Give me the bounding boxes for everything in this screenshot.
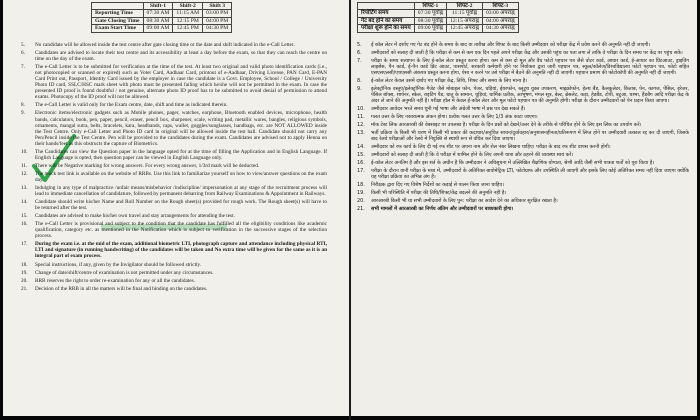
table-cell: 07:30 पूर्वाह्न <box>414 10 446 17</box>
row-label: Exam Start Time <box>92 25 144 32</box>
list-item: 20. आरआरबी किसी भी या सभी उम्मीदवारों के लिए पुन: परीक्षा का आदेश देने का अधिकार सुरक्षित रखता है। <box>357 198 558 204</box>
table-header-cell: Shift-1 <box>143 3 173 10</box>
table-header-cell: शिफ्ट-2 <box>447 3 483 10</box>
table-cell: 12:15 अपराह्न <box>447 17 483 24</box>
list-item: 7. परीक्षा के समय सत्यापन के लिए ई-कॉल लेटर प्रस्तुत करना होगा। कम से कम दो मूल और वैध फोटो पहचान पत्र जैसे वोटर कार्ड, आधार कार्ड, ई-आधार का प्रिंटआउट, ड्राइविंग लाइसेंस, पैन कार्ड, ई-पैन कार्ड प्रिंट आउट, पासपोर्ट, सरकारी कर्मचारी होने पर नियोक्ता द्वारा जारी पहचान पत्र, स्कूल/कॉलेज/विश्वविद्यालय फोटो पहचान पत्र, फोटो सहित एसएसएलसी/एचएससी अंकपत्र प्रस्तुत करना होगा, ऐसा न करने पर उसे परीक्षा में बैठने की अनुमति नहीं दी जाएगी। पहचान प्रमाण की फोटोकॉपी की अनुमति नहीं दी जाएगी। <box>357 58 689 76</box>
list-item: 7. The e-Call Letter is to be submitted for verification at the time of the test. At least two original and valid photo identification cards (i.e., not photocopied or scanned or expired) such as Voter Card, Aadhaar Card, printout of e-Aadhaar, Driving License, PAN Card, E-PAN Card Print out, Passport, Identity Card issued by the employer in case the candidate is a Govt. Employee, School / College / University Photo ID card, SSLC/HSC mark sheet with photo must be presented failing which he/she will not be permitted in the exam. In case the presented ID proof is found doubtful / not genuine, alternate photo ID proof has to be submitted to avoid denial of permission to attend exams. Photocopy of the ID proof will not be allowed. <box>21 64 327 101</box>
list-item: 13. भर्ती प्रक्रिया के किसी भी चरण में किसी भी प्रकार की कदाचार/अनुचित साधन/दुर्व्यवहार/अनुशासनहीनता/प्रतिरूपण में लिप्त होने पर उम्मीदवारी तत्काल रद्द कर दी जाएगी, जिसके बाद रेलवे परीक्षाओं और रेलवे में नियुक्ति से स्थायी रूप से वंचित कर दिया जाएगा। <box>357 130 689 142</box>
table-header-row <box>92 3 232 10</box>
list-item: 10. The Candidates can view the Question paper in the language opted for at the time of filling the Application and in English Language. If English Language is opted, then question paper can be viewed in English Language only. <box>21 148 327 161</box>
table-cell: 04:00 PM <box>203 17 232 24</box>
list-item: 6. उम्मीदवारों को सलाह दी जाती है कि परीक्षा से कम से कम एक दिन पहले अपने परीक्षा केंद्र और उसकी पहुंच का पता लगा लें ताकि वे परीक्षा के दिन समय पर केंद्र पर पहुंच सकें। <box>357 50 683 56</box>
table-header-cell: शिफ्ट-3 <box>482 3 518 10</box>
list-item: 19. Change of date/shift/centre of examination is not permitted under any circumstances. <box>21 269 214 276</box>
table-row <box>358 10 519 17</box>
list-item: 21. Decision of the RRB in all the matters will be final and binding on the candidates. <box>21 285 208 292</box>
table-cell: 12:15 PM <box>173 17 203 24</box>
table-header-row <box>358 3 519 10</box>
table-cell: 03:00 PM <box>203 10 232 17</box>
row-label: Gate Closing Time <box>92 17 144 24</box>
table-row <box>92 10 232 17</box>
list-item: 14. Candidate should write his/her Name and Roll Number on the Rough sheet(s) provided for rough work. The Rough sheet(s) will have to be returned after the test. <box>21 199 327 212</box>
table-cell: 04:30 अपराह्न <box>482 25 518 32</box>
row-label: गेट बंद होने का समय <box>358 17 415 24</box>
table-row <box>92 17 232 24</box>
list-item: 19. किसी भी परिस्थिति में परीक्षा की तिथि/शिफ्ट/केंद्र बदलने की अनुमति नहीं है। <box>357 190 507 196</box>
list-item: 18. निरीक्षक द्वारा दिए गए विशेष निर्देशों का कड़ाई से पालन किया जाना चाहिए। <box>357 182 505 188</box>
table-header-cell: Shift 3 <box>203 3 232 10</box>
table-header-cell <box>92 3 144 10</box>
list-item: 13. Indulging in any type of malpractice /unfair means/misbehavior /indiscipline/ impersonation at any stage of the recruitment process will lead to immediate cancellation of candidature, followed by permanent debarring from Railway Examinations & Appointment in Railways. <box>21 184 327 198</box>
list-item: 12. मॉक टेस्ट लिंक आरआरबी की वेबसाइट पर उपलब्ध है। परीक्षा के दिन प्रश्नों को देखने/उत्तर देने के तरीके से परिचित होने के लिए इस लिंक का उपयोग करें। <box>357 122 642 128</box>
list-item: 14. उम्मीदवार को रफ कार्य के लिए दी गई रफ शीट पर अपना नाम और रोल नंबर लिखना चाहिए। परीक्षा के बाद रफ शीट वापस करनी होगी। <box>357 144 611 150</box>
list-item: 11. There will be Negative marking for wrong answers. For every wrong answer, 1/3rd mark will be deducted. <box>21 162 260 169</box>
table-cell: 11:15 AM <box>173 10 203 17</box>
row-label: Reporting Time <box>92 10 144 17</box>
table-row <box>358 17 519 24</box>
list-item: 9. इलेक्ट्रॉनिक वस्तुएं/इलेक्ट्रॉनिक गैजेट जैसे मोबाइल फोन, पेजर, घड़ियां, ईयरफोन, ब्लूटूथ युक्त उपकरण, माइक्रोफोन, हेल्थ बैंड, कैलकुलेटर, किताब, पेन, कागज, पेंसिल, इरेजर, पेंसिल बॉक्स, शार्पनर, स्केल, राइटिंग पैड, धातु के सामान, चूड़ियां, धार्मिक प्रतीक, आभूषण, मंगल सूत्र, बेल्ट, ब्रेसलेट, कड़ा, हेडबैंड, टोपी, बटुआ, चश्मा, हैंडबैग आदि परीक्षा केंद्र के अंदर ले जाने की अनुमति नहीं है। परीक्षा हॉल में केवल ई-कॉल लेटर और मूल फोटो पहचान पत्र की अनुमति होगी। परीक्षा के दौरान उम्मीदवारों को पेन प्रदान किया जाएगा। <box>357 86 689 104</box>
list-item: 16. The e-Call Letter is provisional and subject to the condition that the candidate has fulfilled all the eligibility conditions like academic qualification, category etc. as mentioned in the Notification which is subject to verification in the successive stages of the selection process. <box>21 221 327 240</box>
list-item: 8. ई-कॉल लेटर केवल उसमें दर्शाए गए परीक्षा केंद्र, तिथि, शिफ्ट और समय के लिए मान्य है। <box>357 78 528 84</box>
list-item: 15. उम्मीदवारों को सलाह दी जाती है कि वे परीक्षा में शामिल होने के लिए अपनी यात्रा और ठहरने की व्यवस्था स्वयं करें। <box>357 152 574 158</box>
hindi-page <box>351 0 697 416</box>
schedule-table-hindi <box>357 2 519 33</box>
list-item: 12. The mock test link is available on the website of RRBs. Use this link to familiarize yourself on how to view/answer questions on the exam day. <box>21 170 327 183</box>
list-item: 21. सभी मामलों में आरआरबी का निर्णय अंतिम और उम्मीदवारों पर बाध्यकारी होगा। <box>357 206 514 212</box>
table-cell: 04:30 PM <box>203 25 232 32</box>
instruction-list-hindi <box>357 42 689 214</box>
instruction-list-english <box>21 42 327 294</box>
list-item: 8. The e-Call Letter is valid only for the Exam centre, date, shift and time as indicated therein. <box>21 102 228 109</box>
list-item: 17. परीक्षा के दौरान यानी परीक्षा के मध्य में, उम्मीदवारों के अतिरिक्त बायोमेट्रिक LTI, फोटोग्राफ और उपस्थिति ली जाएगी और इसके लिए कोई अतिरिक्त समय नहीं दिया जाएगा क्योंकि यह परीक्षा प्रक्रिया का अभिन्न अंग है। <box>357 168 689 180</box>
row-label: रिपोर्टिंग समय <box>358 10 415 17</box>
table-cell: 12:45 PM <box>173 25 203 32</box>
table-cell: 03:00 अपराह्न <box>482 10 518 17</box>
table-cell: 08:30 पूर्वाह्न <box>414 17 446 24</box>
list-item: 5. No candidate will be allowed inside the test centre after gate closing time or the date and shift indicated in the e-Call Letter. <box>21 42 295 48</box>
table-row <box>358 25 519 32</box>
list-item: 16. ई-कॉल लेटर अनंतिम है और इस शर्त के अधीन है कि उम्मीदवार ने अधिसूचना में उल्लिखित शैक्षणिक योग्यता, श्रेणी आदि जैसी सभी पात्रता शर्तों को पूरा किया है। <box>357 160 655 166</box>
list-item: 6. Candidates are advised to locate their test centre and its accessibility at least a day before the exam, so that they can reach the centre on time on the day of the exam. <box>21 50 327 63</box>
table-cell: 12:45 अपराह्न <box>447 25 483 32</box>
english-page <box>3 0 349 416</box>
list-item: 9. Electronic items/electronic gadgets such as Mobile phones, pager, watches, earphone, Bluetooth enabled devices, microphone, health bands, calculators, book, pen, paper, pencil, eraser, pencil box, sharpener, scale, writing pad, metallic wares, bangles, religious symbols, ornaments, mangal sutra, belts, bracelets, kara, headbands, caps, wallet, goggles/sunglasses, handbags, etc. are NOT ALLOWED inside the Test Centre. Only e-Call Letter and Photo ID card in original will be allowed inside the test hall. Candidate should not carry any Pen/Pencil inside the Test Centre. Pen will be provided to the candidates during the exam. Candidates are advised not to apply Henna on their hands/feet as this obstructs the capture of Biometrics. <box>21 110 327 147</box>
list-item: 18. Special instructions, if any, given by the Invigilator should be followed strictly. <box>21 261 202 268</box>
list-item: 10. उम्मीदवार आवेदन भरते समय चुनी गई भाषा और अंग्रेजी भाषा में प्रश्न पत्र देख सकते हैं। <box>357 106 526 112</box>
table-header-cell <box>358 3 415 10</box>
table-header-cell: शिफ्ट-1 <box>414 3 446 10</box>
list-item: 5. ई कॉल लेटर में दर्शाए गए गेट बंद होने के समय के बाद या तारीख और शिफ्ट के बाद किसी उम्मीदवार को परीक्षा केंद्र में प्रवेश करने की अनुमति नहीं दी जाएगी। <box>357 42 651 48</box>
list-item: 20. RRB reserves the right to order re-examination for any or all the candidates. <box>21 277 195 284</box>
table-header-cell: Shift-2 <box>173 3 203 10</box>
schedule-table-english <box>91 2 232 33</box>
table-cell: 09:00 पूर्वाह्न <box>414 25 446 32</box>
table-cell: 07:30 AM <box>143 10 173 17</box>
table-cell: 08:30 AM <box>143 17 173 24</box>
table-row <box>92 25 232 32</box>
table-cell: 11:15 पूर्वाह्न <box>447 10 483 17</box>
list-item: 15. Candidates are advised to make his/her own travel and stay arrangements for attending the test. <box>21 213 235 220</box>
list-item: 11. गलत उत्तर के लिए नकारात्मक अंकन होगा। प्रत्येक गलत उत्तर के लिए 1/3 अंक काटा जाएगा। <box>357 114 538 120</box>
table-cell: 04:00 अपराह्न <box>482 17 518 24</box>
row-label: परीक्षा शुरू होने का समय <box>358 25 415 32</box>
table-cell: 09:00 AM <box>143 25 173 32</box>
list-item: 17. During the exam i.e. at the mid of the exam, additional biometric LTI, photograph capture and attendance including physical RTI, LTI and signature (in running handwriting) of the candidates will be taken and No extra time will be given for the same as it is an integral part of exam process. <box>21 241 327 260</box>
